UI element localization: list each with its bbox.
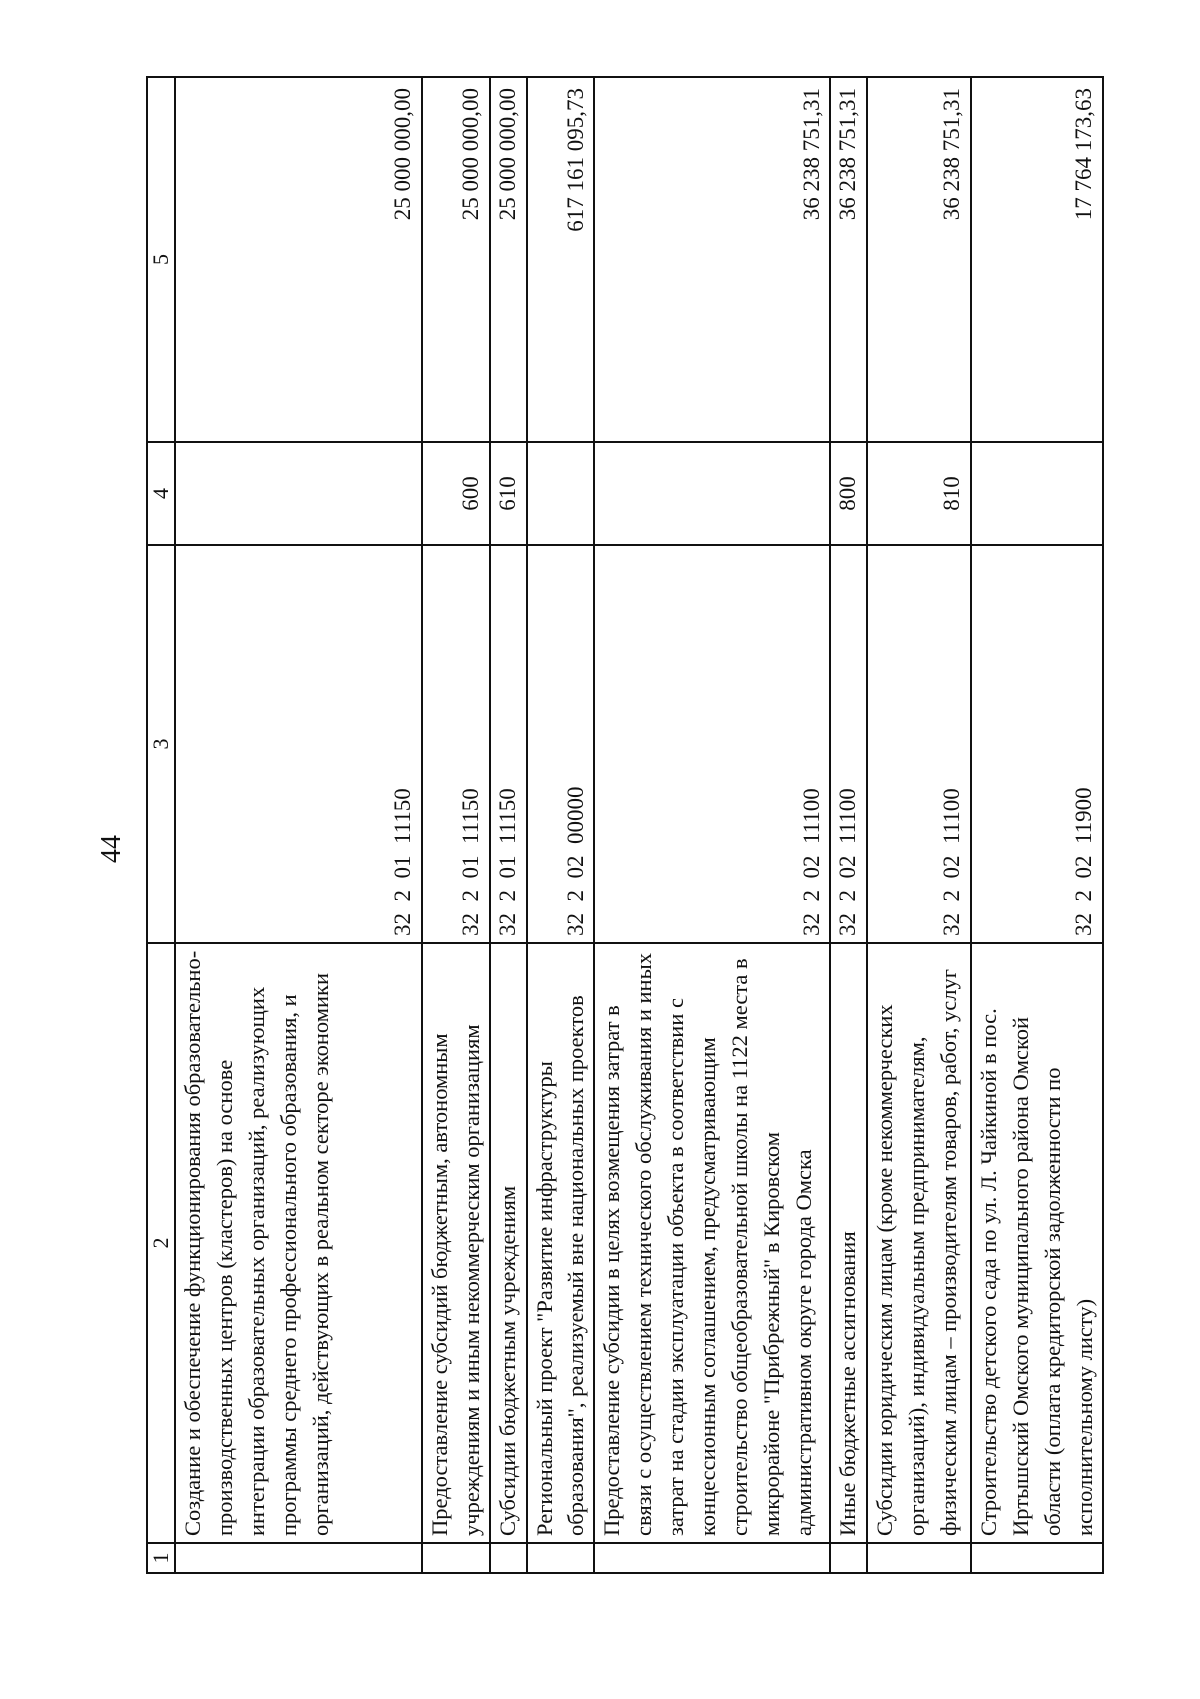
budget-table-sheet [146,78,1097,1574]
row-kind: 810 [867,442,971,545]
row-code: 32 2 02 11100 [830,545,867,943]
row-code: 32 2 01 11150 [490,545,527,943]
row-description: Предоставление субсидии в целях возмещения затрат в связи с осуществлением технического обслуживания и иных затрат на стадии эксплуатации объекта в соответствии с концессионным соглашением, предусматривающим строительство общеобразовательной школы на 1122 места в микрорайоне "Прибрежный" в Кировском административном округе города Омска [594,943,830,1543]
page-number: 44 [96,835,127,863]
row-number-cell [971,1543,1103,1573]
row-number-cell [175,1543,422,1573]
row-code: 32 2 01 11150 [175,545,422,943]
row-kind [594,442,830,545]
row-code: 32 2 02 11100 [594,545,830,943]
row-kind [971,442,1103,545]
table-row [490,77,527,1573]
row-amount: 17 764 173,63 [971,77,1103,442]
row-description: Субсидии юридическим лицам (кроме некоммерческих организаций), индивидуальным предпринимателям, физическим лицам – производителям товаров, работ, услуг [867,943,971,1543]
row-amount: 36 238 751,31 [594,77,830,442]
table-row [971,77,1103,1573]
row-number-cell [867,1543,971,1573]
row-number-cell [490,1543,527,1573]
row-kind: 600 [422,442,490,545]
row-kind: 800 [830,442,867,545]
header-col-4: 4 [147,442,175,545]
row-number-cell [830,1543,867,1573]
budget-table [146,76,1104,1574]
row-description: Предоставление субсидий бюджетным, автономным учреждениям и иным некоммерческим организациям [422,943,490,1543]
row-code: 32 2 02 11100 [867,545,971,943]
row-amount: 25 000 000,00 [422,77,490,442]
row-description: Строительство детского сада по ул. Л. Чайкиной в пос. Иртышский Омского муниципального района Омской области (оплата кредиторской задолженности по исполнительному листу) [971,943,1103,1543]
table-row [830,77,867,1573]
table-row [175,77,422,1573]
row-amount: 617 161 095,73 [527,77,595,442]
row-description: Региональный проект "Развитие инфраструктуры образования", реализуемый вне национальных проектов [527,943,595,1543]
table-row [594,77,830,1573]
table-row [867,77,971,1573]
row-code: 32 2 01 11150 [422,545,490,943]
row-amount: 36 238 751,31 [830,77,867,442]
row-code: 32 2 02 00000 [527,545,595,943]
row-amount: 36 238 751,31 [867,77,971,442]
header-row [147,77,175,1573]
table-row [527,77,595,1573]
row-number-cell [594,1543,830,1573]
header-col-5: 5 [147,77,175,442]
row-amount: 25 000 000,00 [175,77,422,442]
row-description: Субсидии бюджетным учреждениям [490,943,527,1543]
row-description: Создание и обеспечение функционирования образовательно-производственных центров (кластеров) на основе интеграции образовательных организаций, реализующих программы среднего профессионального образования, и организаций, действующих в реальном секторе экономики [175,943,422,1543]
header-col-2: 2 [147,943,175,1543]
row-kind: 610 [490,442,527,545]
row-description: Иные бюджетные ассигнования [830,943,867,1543]
table-row [422,77,490,1573]
header-col-1: 1 [147,1543,175,1573]
header-col-3: 3 [147,545,175,943]
row-number-cell [527,1543,595,1573]
row-kind [527,442,595,545]
row-number-cell [422,1543,490,1573]
row-kind [175,442,422,545]
row-code: 32 2 02 11900 [971,545,1103,943]
row-amount: 25 000 000,00 [490,77,527,442]
